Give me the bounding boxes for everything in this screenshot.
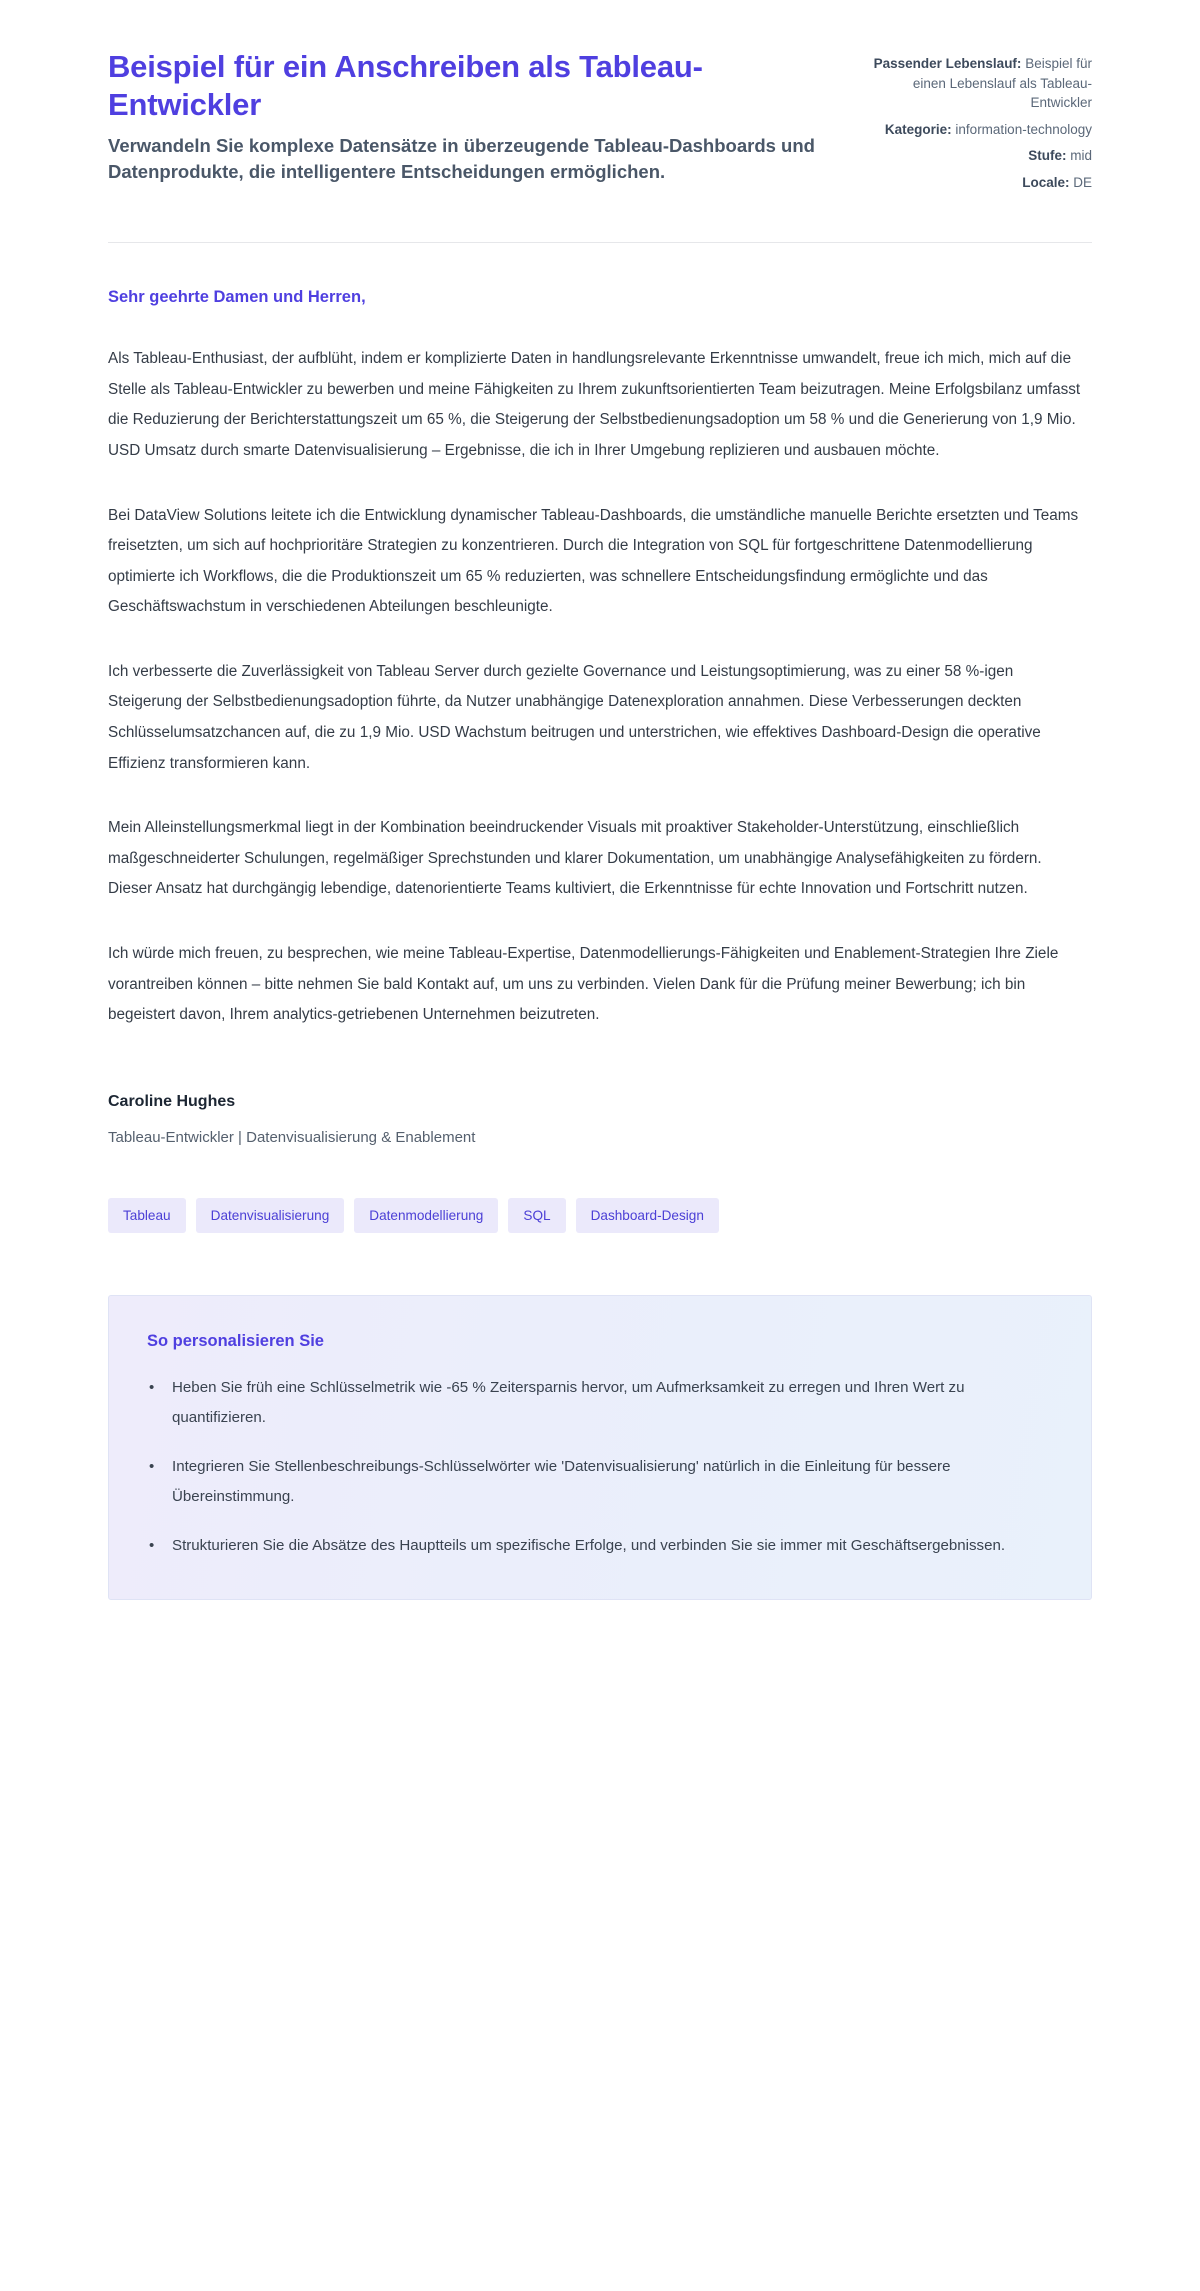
tip-text: Strukturieren Sie die Absätze des Hauptteils um spezifische Erfolge, und verbinden Sie sie immer mit Geschäftsergebnissen. <box>172 1537 1006 1555</box>
meta-value-locale: DE <box>1073 174 1092 190</box>
meta-row-category <box>860 120 1092 140</box>
letter-paragraph: Ich würde mich freuen, zu besprechen, wie meine Tableau-Expertise, Datenmodellierungs-Fähigkeiten und Enablement-Strategien Ihre Ziele vorantreiben können – bitte nehmen Sie bald Kontakt auf, um uns zu verbinden. Vielen Dank für die Prüfung meiner Bewerbung; ich bin begeistert davon, Ihrem analytics-getriebenen Unternehmen beizutreten. <box>108 945 1059 1024</box>
signature-block <box>108 1093 1092 1146</box>
letter-body <box>108 243 1092 1030</box>
tag-chip[interactable]: Tableau <box>108 1198 186 1234</box>
meta-label-matching-resume: Passender Lebenslauf: <box>873 56 1022 71</box>
signature-role: Tableau-Entwickler | Datenvisualisierung & Enablement <box>108 1128 476 1146</box>
list-item <box>147 1531 1047 1560</box>
list-item <box>147 1452 1047 1511</box>
meta-value-level: mid <box>1070 148 1092 164</box>
tip-text: Heben Sie früh eine Schlüsselmetrik wie -65 % Zeitersparnis hervor, um Aufmerksamkeit zu erregen und Ihren Wert zu quantifizieren. <box>172 1379 965 1426</box>
meta-label-locale: Locale: <box>1022 174 1070 190</box>
header-text-block <box>108 48 832 185</box>
bullet-icon: • <box>149 1537 155 1555</box>
meta-row-level <box>860 146 1092 166</box>
meta-row-matching-resume <box>860 54 1092 113</box>
letter-paragraph: Mein Alleinstellungsmerkmal liegt in der Kombination beeindruckender Visuals mit proaktiver Stakeholder-Unterstützung, einschließlich maßgeschneiderter Schulungen, regelmäßiger Sprechstunden und klarer Dokumentation, um unabhängige Analysefähigkeiten zu fördern. Dieser Ansatz hat durchgängig lebendige, datenorientierte Teams kultiviert, die Erkenntnisse für echte Innovation und Fortschritt nutzen. <box>108 819 1042 898</box>
meta-label-category: Kategorie: <box>884 121 952 137</box>
page-header <box>108 40 1092 192</box>
signature-name: Caroline Hughes <box>108 1092 236 1110</box>
tips-list <box>147 1373 1053 1560</box>
page-title: Beispiel für ein Anschreiben als Tableau-Entwickler <box>108 49 703 123</box>
meta-value-matching-resume: Beispiel für einen Lebenslauf als Tableau-Entwickler <box>912 56 1092 111</box>
tip-text: Integrieren Sie Stellenbeschreibungs-Schlüsselwörter wie 'Datenvisualisierung' natürlich in die Einleitung für bessere Übereinstimmung. <box>172 1458 951 1505</box>
document-metadata <box>860 48 1092 192</box>
bullet-icon: • <box>149 1458 155 1476</box>
list-item <box>147 1373 1047 1432</box>
page-subtitle: Verwandeln Sie komplexe Datensätze in überzeugende Tableau-Dashboards und Datenprodukte, die intelligentere Entscheidungen ermöglichen. <box>108 134 815 183</box>
tag-chip[interactable]: Datenvisualisierung <box>196 1198 345 1234</box>
tag-list <box>108 1198 1092 1234</box>
meta-value-category: information-technology <box>955 121 1092 137</box>
personalization-tips-box <box>108 1295 1092 1599</box>
letter-paragraph: Bei DataView Solutions leitete ich die Entwicklung dynamischer Tableau-Dashboards, die umständliche manuelle Berichte ersetzten und Teams freisetzten, um sich auf hochprioritäre Strategien zu konzentrieren. Durch die Integration von SQL für fortgeschrittene Datenmodellierung optimierte ich Workflows, die die Produktionszeit um 65 % reduzierten, was schnellere Entscheidungsfindung ermöglichte und das Geschäftswachstum in verschiedenen Abteilungen beschleunigte. <box>108 506 1079 616</box>
tag-chip[interactable]: Datenmodellierung <box>354 1198 498 1234</box>
tag-chip[interactable]: Dashboard-Design <box>576 1198 719 1234</box>
meta-row-locale <box>860 173 1092 193</box>
meta-label-level: Stufe: <box>1028 148 1067 164</box>
tag-chip[interactable]: SQL <box>508 1198 565 1234</box>
bullet-icon: • <box>149 1379 155 1397</box>
letter-paragraph: Als Tableau-Enthusiast, der aufblüht, indem er komplizierte Daten in handlungsrelevante Erkenntnisse umwandelt, freue ich mich, mich auf die Stelle als Tableau-Entwickler zu bewerben und meine Fähigkeiten zu Ihrem zukunftsorientierten Team beizutragen. Meine Erfolgsbilanz umfasst die Reduzierung der Berichterstattungszeit um 65 %, die Steigerung der Selbstbedienungsadoption um 58 % und die Generierung von 1,9 Mio. USD Umsatz durch smarte Datenvisualisierung – Ergebnisse, die ich in Ihrer Umgebung replizieren und ausbauen möchte. <box>108 350 1081 459</box>
letter-greeting: Sehr geehrte Damen und Herren, <box>108 288 366 307</box>
tips-title: So personalisieren Sie <box>147 1332 324 1351</box>
bottom-spacer <box>108 1600 1092 1660</box>
letter-paragraph: Ich verbesserte die Zuverlässigkeit von Tableau Server durch gezielte Governance und Leistungsoptimierung, was zu einer 58 %-igen Steigerung der Selbstbedienungsadoption führte, da Nutzer unabhängige Datenexploration annahmen. Diese Verbesserungen deckten Schlüsselumsatzchancen auf, die zu 1,9 Mio. USD Wachstum beitrugen und unterstrichen, wie effektives Dashboard-Design die operative Effizienz transformieren kann. <box>108 662 1041 772</box>
